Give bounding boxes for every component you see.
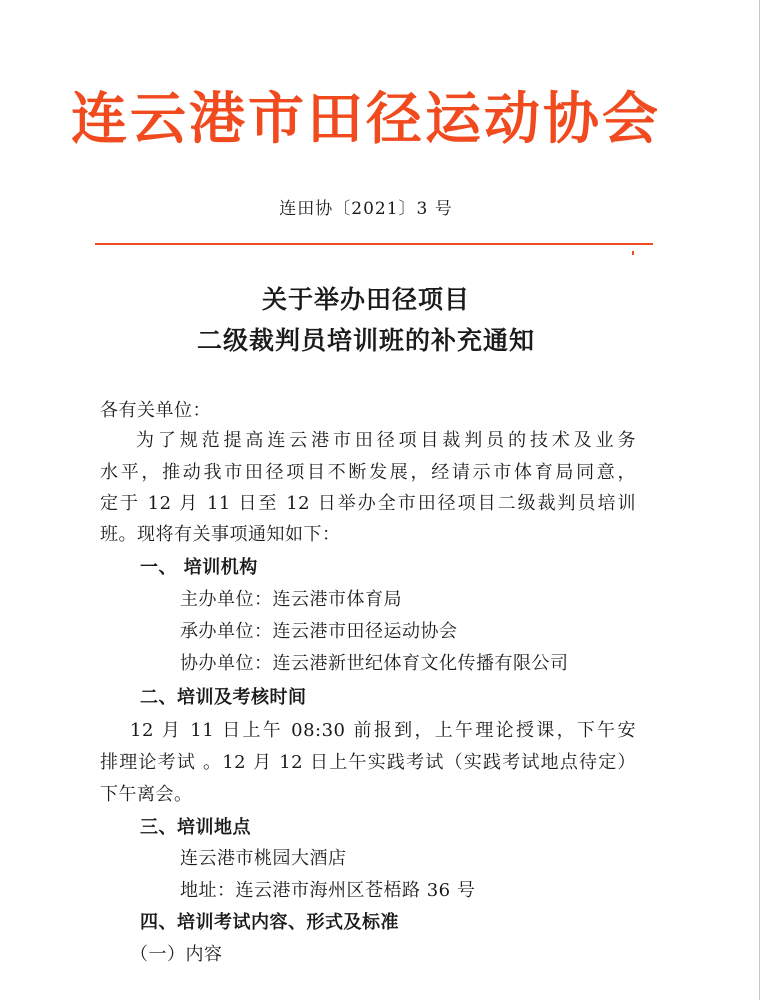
intro-line-4: 班。现将有关事项通知如下： bbox=[100, 524, 341, 545]
intro-line-1: 为了规范提高连云港市田径项目裁判员的技术及业务 bbox=[136, 430, 636, 451]
schedule-line-2: 排理论考试 。12 月 12 日上午实践考试（实践考试地点待定） bbox=[100, 752, 636, 773]
schedule-line-3: 下午离会。 bbox=[100, 784, 193, 805]
undertaker-item: 承办单位：连云港市田径运动协会 bbox=[180, 621, 458, 642]
notice-title-line-2: 二级裁判员培训班的补充通知 bbox=[196, 326, 535, 355]
red-divider-line bbox=[95, 243, 653, 245]
salutation: 各有关单位： bbox=[100, 400, 211, 421]
intro-line-2: 水平，推动我市田径项目不断发展，经请示市体育局同意， bbox=[100, 462, 636, 483]
red-divider-tick bbox=[632, 251, 634, 255]
section-4-subheading-content: （一）内容 bbox=[130, 944, 223, 965]
venue-address: 地址：连云港市海州区苍梧路 36 号 bbox=[180, 880, 476, 901]
notice-title-line-1: 关于举办田径项目 bbox=[261, 285, 470, 314]
page-edge bbox=[759, 0, 760, 1000]
section-1-heading: 一、 培训机构 bbox=[140, 557, 258, 578]
section-2-heading: 二、培训及考核时间 bbox=[140, 687, 307, 708]
section-4-heading: 四、培训考试内容、形式及标准 bbox=[140, 912, 399, 933]
co-organizer-item: 协办单位：连云港新世纪体育文化传播有限公司 bbox=[180, 653, 569, 674]
intro-line-3: 定于 12 月 11 日至 12 日举办全市田径项目二级裁判员培训 bbox=[100, 493, 636, 514]
organizer-item: 主办单位：连云港市体育局 bbox=[180, 589, 402, 610]
schedule-line-1: 12 月 11 日上午 08:30 前报到，上午理论授课，下午安 bbox=[130, 720, 636, 741]
document-number: 连田协〔2021〕3 号 bbox=[279, 199, 453, 219]
section-3-heading: 三、培训地点 bbox=[140, 817, 251, 838]
issuing-organization-header: 连云港市田径运动协会 bbox=[71, 87, 661, 152]
venue-name: 连云港市桃园大酒店 bbox=[180, 848, 347, 869]
